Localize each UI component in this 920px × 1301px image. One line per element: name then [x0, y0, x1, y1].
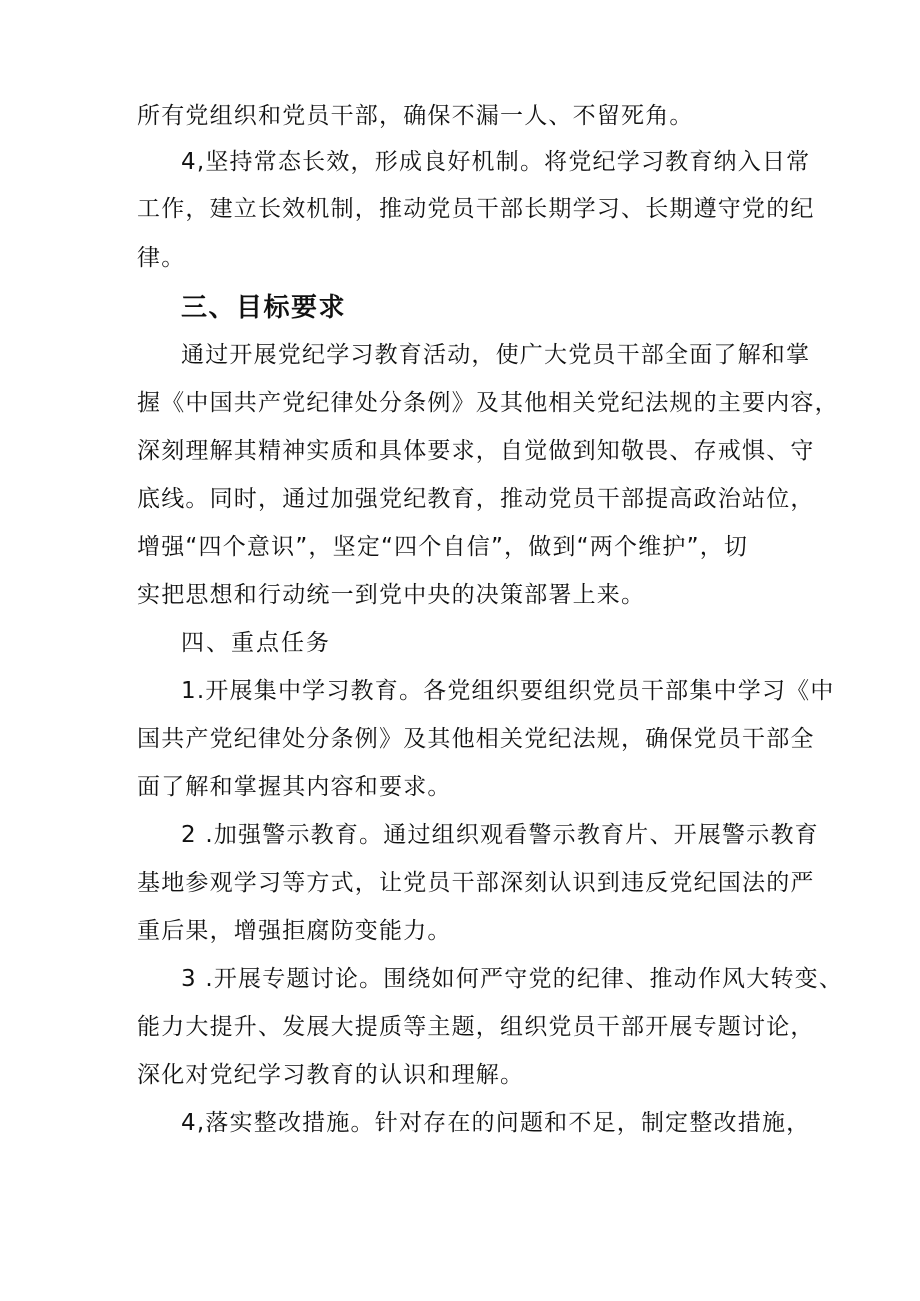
paragraph-line: 底线。同时，通过加强党纪教育，推动党员干部提高政治站位，: [137, 486, 815, 512]
paragraph-line: 工作，建立长效机制，推动党员干部长期学习、长期遵守党的纪: [137, 196, 815, 222]
paragraph-line: 所有党组织和党员干部，确保不漏一人、不留死角。: [137, 103, 694, 129]
paragraph-line: 2 .加强警示教育。通过组织观看警示教育片、开展警示教育: [181, 822, 819, 848]
paragraph-line: 面了解和掌握其内容和要求。: [137, 774, 452, 800]
paragraph-line: 通过开展党纪学习教育活动，使广大党员干部全面了解和掌: [181, 342, 811, 368]
paragraph-line: 3 .开展专题讨论。围绕如何严守党的纪律、推动作风大转变、: [181, 966, 844, 992]
section-heading-goals: 三、目标要求: [181, 293, 347, 323]
paragraph-line: 基地参观学习等方式，让党员干部深刻认识到违反党纪国法的严: [137, 870, 815, 896]
paragraph-line: 增强“四个意识”，坚定“四个自信”，做到“两个维护”，切: [137, 534, 749, 560]
paragraph-line: 国共产党纪律处分条例》及其他相关党纪法规，确保党员干部全: [137, 726, 815, 752]
section-heading-tasks: 四、重点任务: [181, 630, 331, 656]
paragraph-line: 深刻理解其精神实质和具体要求，自觉做到知敬畏、存戒惧、守: [137, 438, 815, 464]
paragraph-line: 律。: [137, 245, 186, 271]
paragraph-line: 深化对党纪学习教育的认识和理解。: [137, 1062, 525, 1088]
paragraph-line: 4,坚持常态长效，形成良好机制。将党纪学习教育纳入日常: [181, 149, 811, 175]
paragraph-line: 重后果，增强拒腐防变能力。: [137, 918, 452, 944]
paragraph-line: 1.开展集中学习教育。各党组织要组织党员干部集中学习《中: [181, 678, 835, 704]
paragraph-line: 4,落实整改措施。针对存在的问题和不足，制定整改措施，: [181, 1110, 811, 1136]
paragraph-line: 握《中国共产党纪律处分条例》及其他相关党纪法规的主要内容，: [137, 390, 839, 416]
paragraph-line: 实把思想和行动统一到党中央的决策部署上来。: [137, 582, 646, 608]
paragraph-line: 能力大提升、发展大提质等主题，组织党员干部开展专题讨论，: [137, 1014, 815, 1040]
